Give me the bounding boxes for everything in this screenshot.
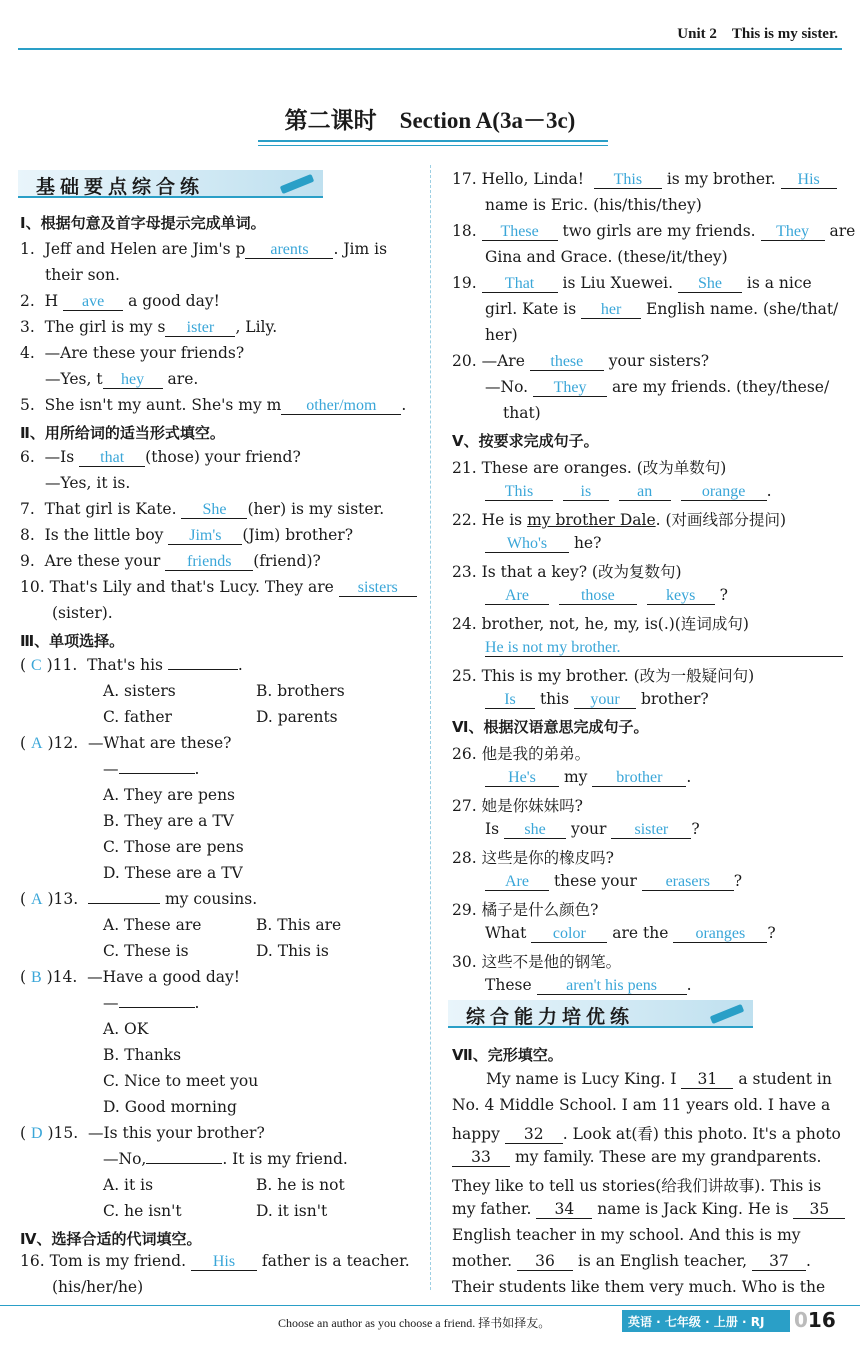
question-25-answer: Is this your brother? <box>485 690 709 709</box>
option-b: B. brothers <box>256 682 345 700</box>
answer-blank: That <box>482 276 558 293</box>
section-heading: Ⅶ、完形填空。 <box>452 1046 563 1064</box>
answer-blank: They <box>533 380 607 397</box>
question-23: 23. Is that a key? (改为复数句) <box>452 563 682 581</box>
answer-blank: She <box>678 276 742 293</box>
question-29-answer: What color are the oranges ? <box>485 924 776 942</box>
title-rule <box>258 140 608 142</box>
option-b: B. They are a TV <box>103 812 234 830</box>
option-d: D. This is <box>256 942 329 960</box>
answer-blank: ave <box>63 294 123 311</box>
blank-line <box>146 1163 222 1164</box>
question-19-line3: her) <box>485 326 518 344</box>
cloze-line-1: My name is Lucy King. I 31 a student in <box>486 1070 832 1088</box>
question-15-line2: —No, . It is my friend. <box>103 1150 348 1168</box>
choice-answer: D <box>30 1125 43 1142</box>
section-heading: Ⅳ、选择合适的代词填空。 <box>20 1230 202 1248</box>
answer-blank: is <box>563 484 609 501</box>
question-24-answer <box>485 638 843 657</box>
page-number: 016 <box>794 1308 836 1332</box>
choice-answer: C <box>30 657 42 674</box>
answer-blank: oranges <box>673 926 767 943</box>
answer-blank: Jim's <box>168 528 242 545</box>
banner-basic <box>18 170 323 198</box>
answer-blank: This <box>485 484 553 501</box>
answer-blank: He's <box>485 770 559 787</box>
question-29: 29. 橘子是什么颜色? <box>452 901 599 919</box>
question-1-line2: their son. <box>45 266 120 284</box>
option-a: A. They are pens <box>103 786 236 804</box>
section-heading: Ⅴ、按要求完成句子。 <box>452 432 599 450</box>
question-16-line2: (his/her/he) <box>52 1278 144 1296</box>
question-6-line2: —Yes, it is. <box>45 474 131 492</box>
question-20: 20. —Are these your sisters? <box>452 352 710 370</box>
column-divider <box>430 165 431 1290</box>
answer-blank: erasers <box>642 874 734 891</box>
option-c: C. father <box>103 708 172 726</box>
option-a: A. sisters <box>103 682 176 700</box>
answer-blank: aren't his pens <box>537 978 687 995</box>
option-c: C. Those are pens <box>103 838 244 856</box>
option-c: C. Nice to meet you <box>103 1072 259 1090</box>
cloze-line-5: They like to tell us stories(给我们讲故事). This is <box>452 1177 822 1195</box>
question-20-line2: —No. They are my friends. (they/these/ <box>485 378 830 396</box>
choice-answer: B <box>30 969 42 986</box>
answer-blank: sister <box>611 822 691 839</box>
question-1: 1. Jeff and Helen are Jim's p arents . Jim is <box>20 240 388 258</box>
page-title: 第二课时 Section A(3a－3c) <box>284 108 576 133</box>
choice-answer: A <box>30 735 43 752</box>
answer-blank: that <box>79 450 145 467</box>
question-18: 18. These two girls are my friends. They are <box>452 222 856 240</box>
question-14: ( B )14. —Have a good day! <box>20 968 241 986</box>
answer-blank: He is not my brother. <box>485 640 843 657</box>
footer-rule <box>0 1305 860 1306</box>
banner-title: 基础要点综合练 <box>36 176 205 198</box>
blank-line <box>88 903 160 904</box>
option-d: D. it isn't <box>256 1202 328 1220</box>
question-10-line2: (sister). <box>52 604 113 622</box>
answer-blank: she <box>504 822 566 839</box>
question-17: 17. Hello, Linda! This is my brother. His <box>452 170 837 189</box>
answer-blank: She <box>181 502 247 519</box>
question-7: 7. That girl is Kate. She (her) is my sister. <box>20 500 385 518</box>
book-badge <box>622 1310 790 1332</box>
answer-blank: His <box>191 1254 257 1271</box>
question-20-line3: that) <box>503 404 541 422</box>
section-heading: Ⅱ、用所给词的适当形式填空。 <box>20 424 225 442</box>
question-19-line2: girl. Kate is her English name. (she/that/ <box>485 300 839 318</box>
question-22: 22. He is my brother Dale. (对画线部分提问) <box>452 511 787 529</box>
question-28-answer: Are these your erasers ? <box>485 872 742 891</box>
question-27: 27. 她是你妹妹吗? <box>452 797 583 815</box>
question-2: 2. H ave a good day! <box>20 292 220 310</box>
option-a: A. These are <box>103 916 202 934</box>
cloze-line-4: 33 my family. These are my grandparents. <box>452 1148 821 1167</box>
question-5: 5. She isn't my aunt. She's my m other/mom . <box>20 396 407 414</box>
question-22-answer: Who's he? <box>485 534 601 553</box>
blank-line <box>119 773 195 774</box>
option-c: C. These is <box>103 942 189 960</box>
cloze-line-2: No. 4 Middle School. I am 11 years old. I have a <box>452 1096 831 1114</box>
answer-blank: other/mom <box>281 398 401 415</box>
question-15: ( D )15. —Is this your brother? <box>20 1124 265 1142</box>
answer-blank: hey <box>103 372 163 389</box>
answer-blank: her <box>581 302 641 319</box>
cloze-line-6: my father. 34 name is Jack King. He is 35 <box>452 1200 845 1219</box>
footer-quote: Choose an author as you choose a friend. 择书如择友。 <box>278 1316 551 1330</box>
answer-blank: This <box>594 172 662 189</box>
answer-blank: these <box>530 354 604 371</box>
question-12: ( A )12. —What are these? <box>20 734 232 752</box>
answer-blank: Are <box>485 874 549 891</box>
header-rule <box>18 48 842 50</box>
question-30-answer: These aren't his pens . <box>485 976 692 994</box>
book-label: 英语 · 七年级 · 上册 · RJ <box>628 1315 765 1329</box>
underlined-phrase: my brother Dale <box>527 511 656 529</box>
question-13: ( A )13. my cousins. <box>20 890 258 908</box>
option-a: A. OK <box>103 1020 149 1038</box>
blank-line <box>119 1007 195 1008</box>
question-6: 6. —Is that (those) your friend? <box>20 448 301 466</box>
question-27-answer: Is she your sister ? <box>485 820 700 838</box>
banner-advanced <box>448 1000 753 1028</box>
question-3: 3. The girl is my s ister , Lily. <box>20 318 278 336</box>
question-30: 30. 这些不是他的钢笔。 <box>452 953 622 971</box>
question-26-answer: He's my brother . <box>485 768 691 787</box>
cloze-blank: 31 <box>681 1070 733 1089</box>
answer-blank: brother <box>592 770 686 787</box>
question-25: 25. This is my brother. (改为一般疑问句) <box>452 667 755 685</box>
blank-line <box>168 669 238 670</box>
question-21-answer: This is an orange . <box>485 482 772 501</box>
answer-blank: These <box>482 224 558 241</box>
cloze-line-8: mother. 36 is an English teacher, 37 . <box>452 1252 811 1270</box>
cloze-line-9: Their students like them very much. Who is the <box>452 1278 826 1296</box>
question-12-line2: — . <box>103 760 200 778</box>
cloze-blank: 37 <box>752 1252 806 1271</box>
question-17-line2: name is Eric. (his/this/they) <box>485 196 702 214</box>
question-23-answer: Are those keys ? <box>485 586 728 605</box>
question-26: 26. 他是我的弟弟。 <box>452 745 591 763</box>
option-b: B. This are <box>256 916 342 934</box>
cloze-blank: 33 <box>452 1148 510 1167</box>
title-rule-thin <box>258 145 608 146</box>
cloze-blank: 34 <box>536 1200 592 1219</box>
answer-blank: arents <box>245 242 333 259</box>
answer-blank: those <box>559 588 637 605</box>
cloze-line-7: English teacher in my school. And this is my <box>452 1226 801 1244</box>
unit-header: Unit 2 This is my sister. <box>677 26 838 42</box>
option-d: D. These are a TV <box>103 864 243 882</box>
question-11: ( C )11. That's his . <box>20 656 243 674</box>
banner-title: 综合能力培优练 <box>466 1006 635 1028</box>
answer-blank: His <box>781 172 837 189</box>
answer-blank: ister <box>165 320 235 337</box>
answer-blank: keys <box>647 588 715 605</box>
cloze-blank: 36 <box>517 1252 573 1271</box>
option-b: B. he is not <box>256 1176 345 1194</box>
question-16: 16. Tom is my friend. His father is a teacher. <box>20 1252 410 1270</box>
answer-blank: an <box>619 484 671 501</box>
answer-blank: sisters <box>339 580 417 597</box>
question-24: 24. brother, not, he, my, is(.)(连词成句) <box>452 615 749 633</box>
question-9: 9. Are these your friends (friend)? <box>20 552 321 570</box>
option-d: D. parents <box>256 708 338 726</box>
answer-blank: They <box>761 224 825 241</box>
cloze-line-3: happy 32 . Look at(看) this photo. It's a photo <box>452 1125 841 1143</box>
question-10: 10. That's Lily and that's Lucy. They are sisters <box>20 578 417 597</box>
answer-blank: color <box>531 926 607 943</box>
cloze-blank: 32 <box>505 1125 563 1144</box>
question-4: 4. —Are these your friends? <box>20 344 245 362</box>
cloze-blank: 35 <box>793 1200 845 1219</box>
option-c: C. he isn't <box>103 1202 182 1220</box>
answer-blank: Is <box>485 692 535 709</box>
question-19: 19. That is Liu Xuewei. She is a nice <box>452 274 812 292</box>
question-14-line2: — . <box>103 994 200 1012</box>
question-21: 21. These are oranges. (改为单数句) <box>452 459 727 477</box>
section-heading: Ⅲ、单项选择。 <box>20 632 125 650</box>
question-8: 8. Is the little boy Jim's (Jim) brother? <box>20 526 354 544</box>
section-heading: Ⅰ、根据句意及首字母提示完成单词。 <box>20 214 266 232</box>
answer-blank: Are <box>485 588 549 605</box>
option-d: D. Good morning <box>103 1098 237 1116</box>
answer-blank: orange <box>681 484 767 501</box>
choice-answer: A <box>30 891 43 908</box>
question-4-line2: —Yes, t hey are. <box>45 370 199 388</box>
section-heading: Ⅵ、根据汉语意思完成句子。 <box>452 718 649 736</box>
question-18-line2: Gina and Grace. (these/it/they) <box>485 248 728 266</box>
answer-blank: Who's <box>485 536 569 553</box>
answer-blank: your <box>574 692 636 709</box>
option-b: B. Thanks <box>103 1046 182 1064</box>
answer-blank: friends <box>165 554 253 571</box>
question-28: 28. 这些是你的橡皮吗? <box>452 849 614 867</box>
option-a: A. it is <box>103 1176 154 1194</box>
